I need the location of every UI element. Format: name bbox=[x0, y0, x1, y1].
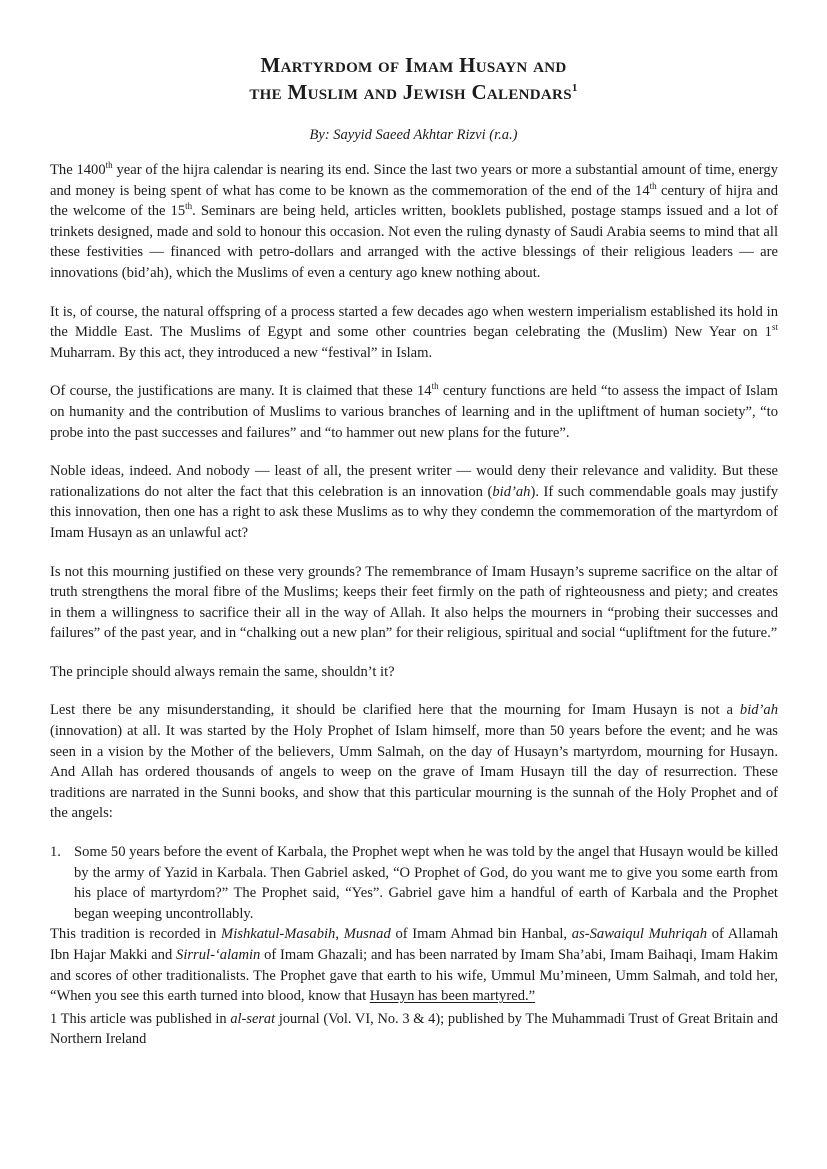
paragraph-2 bbox=[50, 302, 778, 364]
tradition-note bbox=[50, 924, 778, 1006]
paragraph-4 bbox=[50, 461, 778, 543]
title-line-1: Martyrdom of Imam Husayn and bbox=[260, 53, 567, 77]
p3-sup-a: th bbox=[431, 381, 439, 392]
p2-text-b: Muharram. By this act, they introduced a new “festival” in Islam. bbox=[50, 344, 433, 361]
title-footnote-marker: 1 bbox=[571, 82, 578, 94]
traditions-list bbox=[50, 842, 778, 924]
paragraph-3 bbox=[50, 381, 778, 443]
tradition-source-musnad: Musnad bbox=[343, 926, 391, 943]
p4-text-a: Noble ideas, indeed. And nobody — least of all, the present writer — would deny their relevance and validity. But these rationalizations do not alter the fact that this celebration is an innovation ( bbox=[50, 463, 778, 500]
byline: By: Sayyid Saeed Akhtar Rizvi (r.a.) bbox=[309, 127, 518, 143]
p7-text-a: Lest there be any misunderstanding, it should be clarified here that the mourning for Imam Husayn is not a bbox=[50, 702, 740, 719]
tradition-text-f: Husayn has been martyred.” bbox=[369, 988, 536, 1005]
p1-text-c: century of hijra and the welcome of the 15 bbox=[50, 182, 779, 220]
article-body bbox=[50, 160, 778, 1049]
paragraph-5: Is not this mourning justified on these very grounds? The remembrance of Imam Husayn’s supreme sacrifice on the altar of truth strengthens the moral fibre of the Muslims; keeps their feet firmly on the path of righteousness and piety; and creates in them a willingness to sacrifice their all in the way of Allah. It also helps the mourners in “probing their successes and failures” of the past year, and in “chalking out a new plan” for their religious, spiritual and social “upliftment for the future.” bbox=[50, 563, 778, 642]
tradition-text-a: This tradition is recorded in bbox=[50, 926, 222, 943]
paragraph-6: The principle should always remain the same, shouldn’t it? bbox=[50, 663, 395, 680]
p2-text-a: It is, of course, the natural offspring of a process started a few decades ago when western imperialism established its hold in the Middle East. The Muslims of Egypt and some other countries began celebrating the (Muslim) New Year on 1 bbox=[50, 303, 778, 341]
tradition-text-d: of Allamah Ibn Hajar Makki and bbox=[50, 926, 779, 963]
list-item bbox=[50, 842, 778, 924]
footnote-text-a: 1 This article was published in bbox=[50, 1010, 231, 1027]
list-item-number: 1. bbox=[50, 844, 61, 861]
p4-italic-bidah: bid’ah bbox=[492, 483, 531, 500]
footnote-journal-name: al-serat bbox=[230, 1010, 276, 1027]
title-line-2-text: the Muslim and Jewish Calendars bbox=[249, 80, 572, 104]
footnote bbox=[50, 1009, 778, 1049]
tradition-source-sawaiq: as-Sawaiqul Muhriqah bbox=[571, 926, 708, 943]
list-item-text: Some 50 years before the event of Karbala, the Prophet wept when he was told by the angel that Husayn would be killed by the army of Yazid in Karbala. Then Gabriel asked, “O Prophet of God, do you want me to give you some earth from his place of martyrdom?” The Prophet said, “Yes”. Gabriel gave him a handful of earth of Karbala and the Prophet began weeping uncontrollably. bbox=[74, 844, 778, 922]
article-title bbox=[0, 52, 827, 106]
p1-sup-a: th bbox=[105, 160, 113, 171]
title-line-2 bbox=[0, 79, 827, 106]
p1-text-a: The 1400 bbox=[50, 162, 106, 178]
footnote-text-b: journal (Vol. VI, No. 3 & 4); published by The Muhammadi Trust of Great Britain and Northern Ireland bbox=[50, 1010, 778, 1047]
p1-sup-c: th bbox=[185, 201, 193, 212]
p1-sup-b: th bbox=[649, 180, 657, 191]
p7-italic-bidah: bid’ah bbox=[739, 702, 778, 719]
p2-sup-a: st bbox=[771, 322, 778, 333]
paragraph-7 bbox=[50, 700, 778, 824]
tradition-text-c: of Imam Ahmad bin Hanbal, bbox=[390, 926, 572, 943]
p3-text-a: Of course, the justifications are many. It is claimed that these 14 bbox=[50, 383, 432, 400]
tradition-text-e: of Imam Ghazali; and has been narrated by Imam Sha’abi, Imam Baihaqi, Imam Hakim and scores of other traditionalists. The Prophet gave that earth to his wife, Ummul Mu’mineen, Umm Salmah, and told her, “When you see this earth turned into blood, know that bbox=[50, 947, 778, 1005]
tradition-source-sirrul: Sirrul-‘alamin bbox=[176, 947, 261, 963]
p7-text-b: (innovation) at all. It was started by the Holy Prophet of Islam himself, more than 50 years before the event; and he was seen in a vision by the Mother of the believers, Umm Salmah, on the day of Husayn’s martyrdom, mourning for Husayn. And Allah has ordered thousands of angels to weep on the grave of Imam Husayn till the day of resurrection. These traditions are narrated in the Sunni books, and show that this particular mourning is the sunnah of the Holy Prophet and of the angels: bbox=[50, 723, 778, 822]
p1-text-d: . Seminars are being held, articles written, booklets published, postage stamps issued and a lot of trinkets designed, made and sold to honour this occasion. Not even the ruling dynasty of Saudi Arabia seems to mind that all these festivities — financed with petro-dollars and arranged with the active blessings of their religious leaders — are innovations (bid’ah), which the Muslims of even a century ago knew nothing about. bbox=[50, 203, 778, 281]
p1-text-b: year of the hijra calendar is nearing its end. Since the last two years or more a substantial amount of time, energy and money is being spent of what has come to be known as the commemoration of the end of the 14 bbox=[50, 162, 778, 199]
p4-text-b: ). If such commendable goals may justify this innovation, then one has a right to ask these Muslims as to why they condemn the commemoration of the martyrdom of Imam Husayn as an unlawful act? bbox=[50, 483, 778, 541]
tradition-source-mishkat: Mishkatul-Masabih bbox=[221, 926, 336, 943]
p3-text-b: century functions are held “to assess the impact of Islam on humanity and the contribution of Muslims to various branches of learning and in the upliftment of human society”, “to probe into the past successes and failures” and “to hammer out new plans for the future”. bbox=[50, 383, 778, 441]
paragraph-1 bbox=[50, 160, 778, 284]
tradition-text-b: , bbox=[335, 926, 344, 943]
